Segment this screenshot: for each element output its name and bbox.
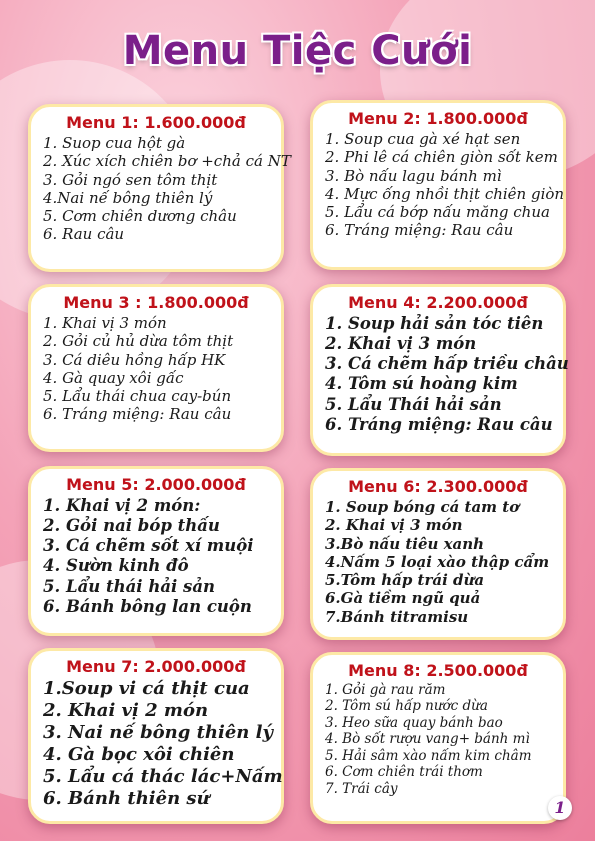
dish-item: 5. Lẩu Thái hải sản: [325, 394, 502, 414]
dish-item: 6. Bánh thiên sứ: [43, 787, 210, 809]
dish-item: 2. Gỏi nai bóp thấu: [43, 516, 220, 536]
dish-item: 2. Xúc xích chiên bơ +chả cá NT: [43, 152, 291, 171]
dish-list: [43, 314, 269, 424]
dish-item: 4. Bò sốt rượu vang+ bánh mì: [325, 731, 530, 748]
dish-list: [43, 134, 291, 244]
dish-item: 1. Khai vị 3 món: [43, 314, 167, 332]
dish-item: 1. Soup cua gà xé hạt sen: [325, 130, 521, 148]
dish-item: 4. Sườn kinh đô: [43, 556, 189, 576]
dish-item: 3. Cá diêu hồng hấp HK: [43, 350, 226, 369]
dish-item: 5. Lẩu thái hải sản: [43, 576, 216, 596]
dish-item: 3. Gỏi ngó sen tôm thịt: [43, 170, 218, 189]
dish-list: [325, 314, 569, 435]
dish-item: 3. Cá chẽm sốt xí muội: [43, 536, 254, 556]
menu-card-6: [310, 468, 566, 640]
dish-item: 5. Lẩu cá bớp nấu măng chua: [325, 203, 550, 222]
dish-item: 3. Bò nấu lagu bánh mì: [325, 166, 502, 185]
dish-item: 5. Lẩu cá thác lác+Nấm: [43, 765, 283, 787]
dish-item: 4. Gà bọc xôi chiên: [43, 743, 235, 765]
dish-item: 7. Trái cây: [325, 780, 398, 797]
menu-card-1: [28, 104, 291, 272]
dish-item: 6. Tráng miệng: Rau câu: [43, 405, 232, 424]
menu-title: Menu 6: 2.300.000đ: [348, 477, 528, 496]
dish-list: [325, 498, 551, 626]
dish-item: 2. Khai vị 3 món: [325, 516, 463, 535]
dish-item: 5. Hải sâm xào nấm kim châm: [325, 747, 532, 764]
menu-title: Menu 7: 2.000.000đ: [66, 657, 246, 676]
menu-title: Menu 8: 2.500.000đ: [348, 661, 528, 680]
dish-item: 6.Gà tiềm ngũ quả: [325, 589, 481, 608]
menu-title: Menu 3 : 1.800.000đ: [63, 293, 249, 312]
dish-item: 6. Tráng miệng: Rau câu: [325, 221, 514, 240]
dish-list: [325, 682, 551, 797]
dish-item: 1. Soup hải sản tóc tiên: [325, 314, 544, 333]
dish-list: [43, 678, 283, 810]
dish-item: 3. Heo sữa quay bánh bao: [325, 714, 503, 731]
dish-item: 4.Nai nế bông thiên lý: [43, 188, 213, 207]
menu-title: Menu 2: 1.800.000đ: [348, 109, 528, 128]
menu-card-7: [28, 648, 284, 824]
dish-list: [325, 130, 565, 240]
dish-item: 3. Nai nế bông thiên lý: [43, 721, 273, 743]
dish-item: 4. Tôm sú hoàng kim: [325, 374, 518, 394]
menu-card-5: [28, 466, 284, 636]
dish-item: 5. Cơm chiên dương châu: [43, 207, 237, 226]
dish-item: 3. Cá chẽm hấp triều châu: [325, 354, 569, 374]
dish-item: 7.Bánh titramisu: [325, 607, 469, 626]
dish-list: [43, 496, 269, 617]
dish-item: 4. Gà quay xôi gấc: [43, 368, 184, 387]
menu-card-4: [310, 284, 569, 456]
dish-item: 3.Bò nấu tiêu xanh: [325, 534, 485, 553]
dish-item: 5.Tôm hấp trái dừa: [325, 571, 485, 590]
dish-item: 4.Nấm 5 loại xào thập cẩm: [325, 552, 550, 571]
dish-item: 2. Khai vị 3 món: [325, 334, 477, 354]
dish-item: 1. Suop cua hột gà: [43, 134, 186, 152]
dish-item: 5. Lẩu thái chua cay-bún: [43, 387, 232, 406]
page-title: Menu Tiệc Cưới: [122, 28, 473, 74]
dish-item: 4. Mực ống nhồi thịt chiên giòn: [325, 184, 565, 203]
dish-item: 1.Soup vi cá thịt cua: [43, 678, 250, 699]
dish-item: 6. Rau câu: [43, 225, 125, 244]
menu-card-8: [310, 652, 566, 824]
dish-item: 6. Bánh bông lan cuộn: [43, 596, 252, 616]
menu-title: Menu 4: 2.200.000đ: [348, 293, 528, 312]
dish-item: 1. Gỏi gà rau răm: [325, 682, 446, 698]
dish-item: 2. Gỏi củ hủ dừa tôm thịt: [43, 332, 234, 351]
page-number: 1: [548, 796, 572, 820]
menu-title: Menu 5: 2.000.000đ: [66, 475, 246, 494]
menu-card-2: [310, 100, 566, 270]
dish-item: 1. Soup bóng cá tam tơ: [325, 498, 520, 516]
dish-item: 6. Tráng miệng: Rau câu: [325, 414, 553, 434]
dish-item: 2. Tôm sú hấp nước dừa: [325, 698, 488, 715]
menu-card-3: [28, 284, 284, 452]
dish-item: 2. Phi lê cá chiên giòn sốt kem: [325, 148, 558, 167]
dish-item: 6. Cơm chiên trái thơm: [325, 764, 483, 781]
dish-item: 1. Khai vị 2 món:: [43, 496, 201, 515]
menu-title: Menu 1: 1.600.000đ: [66, 113, 246, 132]
dish-item: 2. Khai vị 2 món: [43, 699, 209, 721]
